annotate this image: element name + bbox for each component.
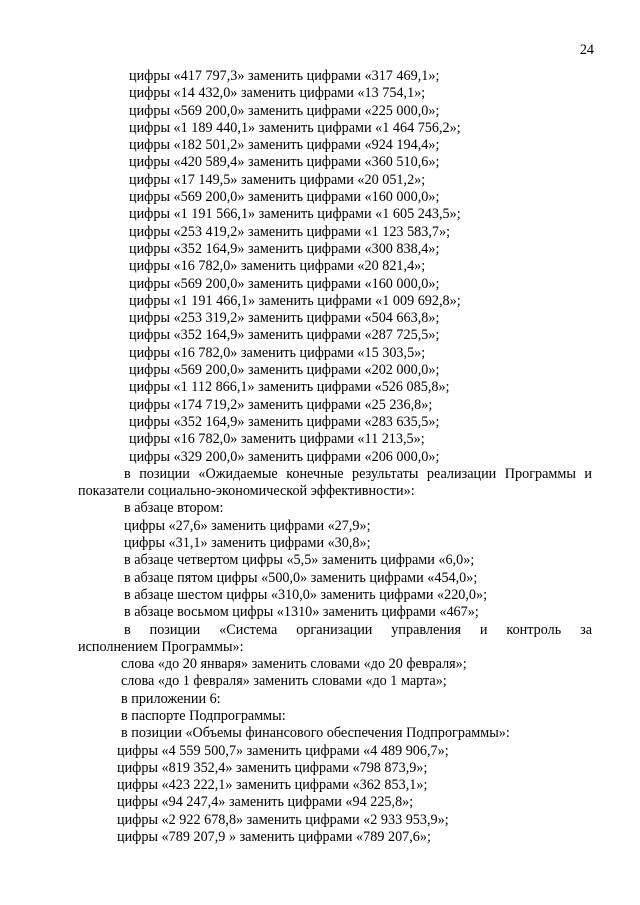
change-line: в абзаце пятом цифры «500,0» заменить цифрами «454,0»;: [124, 569, 478, 586]
change-line: в абзаце четвертом цифры «5,5» заменить цифрами «6,0»;: [124, 552, 475, 569]
replacement-line: цифры «1 191 466,1» заменить цифрами «1 009 692,8»;: [129, 292, 461, 309]
replacement-line: цифры «569 200,0» заменить цифрами «160 000,0»;: [129, 275, 440, 292]
management-system-line-1: в позиции «Система организации управления и контроль за: [124, 621, 592, 638]
funding-position-heading: в позиции «Объемы финансового обеспечения Подпрограммы»:: [121, 725, 510, 742]
management-system-line-2: исполнением Программы»:: [78, 638, 244, 655]
replacement-line: цифры «352 164,9» заменить цифрами «283 635,5»;: [129, 413, 440, 430]
replacement-line: цифры «1 112 866,1» заменить цифрами «526 085,8»;: [129, 379, 450, 396]
replacement-line: цифры «16 782,0» заменить цифрами «11 213,5»;: [129, 431, 425, 448]
replacement-line: цифры «417 797,3» заменить цифрами «317 469,1»;: [129, 68, 440, 84]
change-line: в абзаце восьмом цифры «1310» заменить цифрами «467»;: [124, 604, 479, 621]
replacement-line: цифры «329 200,0» заменить цифрами «206 000,0»;: [129, 448, 440, 465]
replacement-line: цифры «94 247,4» заменить цифрами «94 225,8»;: [117, 794, 414, 811]
replacement-line: цифры «569 200,0» заменить цифрами «202 000,0»;: [129, 362, 440, 379]
replacement-list-1: [0, 68, 640, 466]
replacement-line: цифры «789 207,9 » заменить цифрами «789 207,6»;: [117, 829, 431, 846]
change-line: слова «до 1 февраля» заменить словами «до 1 марта»;: [121, 673, 447, 690]
page-number: 24: [579, 42, 594, 58]
replacement-line: цифры «2 922 678,8» заменить цифрами «2 933 953,9»;: [117, 811, 449, 828]
document-body: [0, 68, 640, 846]
change-line: цифры «27,6» заменить цифрами «27,9»;: [124, 517, 371, 534]
second-paragraph-heading: в абзаце втором:: [124, 500, 224, 517]
replacement-line: цифры «182 501,2» заменить цифрами «924 194,4»;: [129, 137, 440, 154]
replacement-line: цифры «14 432,0» заменить цифрами «13 754,1»;: [129, 85, 426, 102]
replacement-line: цифры «1 189 440,1» заменить цифрами «1 464 756,2»;: [129, 119, 461, 136]
management-system-paragraph: [0, 622, 640, 657]
replacement-line: цифры «4 559 500,7» заменить цифрами «4 489 906,7»;: [117, 742, 449, 759]
change-line: цифры «31,1» заменить цифрами «30,8»;: [124, 535, 371, 552]
replacement-line: цифры «17 149,5» заменить цифрами «20 051,2»;: [129, 171, 426, 188]
replacement-line: цифры «352 164,9» заменить цифрами «300 838,4»;: [129, 240, 440, 257]
change-line: в абзаце шестом цифры «310,0» заменить цифрами «220,0»;: [124, 586, 488, 603]
replacement-line: цифры «569 200,0» заменить цифрами «160 000,0»;: [129, 189, 440, 206]
replacement-list-2: [0, 743, 640, 847]
replacement-line: цифры «819 352,4» заменить цифрами «798 873,9»;: [117, 759, 428, 776]
replacement-line: цифры «16 782,0» заменить цифрами «15 303,5»;: [129, 344, 426, 361]
expected-results-paragraph: [0, 466, 640, 501]
replacement-line: цифры «1 191 566,1» заменить цифрами «1 605 243,5»;: [129, 206, 461, 223]
replacement-line: цифры «16 782,0» заменить цифрами «20 821,4»;: [129, 258, 426, 275]
expected-results-line-2: показатели социально-экономической эффективности»:: [78, 483, 415, 500]
replacement-line: цифры «253 319,2» заменить цифрами «504 663,8»;: [129, 310, 440, 327]
change-line: слова «до 20 января» заменить словами «до 20 февраля»;: [121, 656, 467, 673]
expected-results-line-1: в позиции «Ожидаемые конечные результаты реализации Программы и: [124, 465, 592, 482]
replacement-line: цифры «253 419,2» заменить цифрами «1 123 583,7»;: [129, 223, 451, 240]
replacement-line: цифры «569 200,0» заменить цифрами «225 000,0»;: [129, 102, 440, 119]
replacement-line: цифры «420 589,4» заменить цифрами «360 510,6»;: [129, 154, 440, 171]
replacement-line: цифры «352 164,9» заменить цифрами «287 725,5»;: [129, 327, 440, 344]
passport-heading: в паспорте Подпрограммы:: [121, 707, 286, 724]
replacement-line: цифры «174 719,2» заменить цифрами «25 236,8»;: [129, 396, 433, 413]
replacement-line: цифры «423 222,1» заменить цифрами «362 853,1»;: [117, 777, 428, 794]
appendix-heading: в приложении 6:: [121, 690, 221, 707]
